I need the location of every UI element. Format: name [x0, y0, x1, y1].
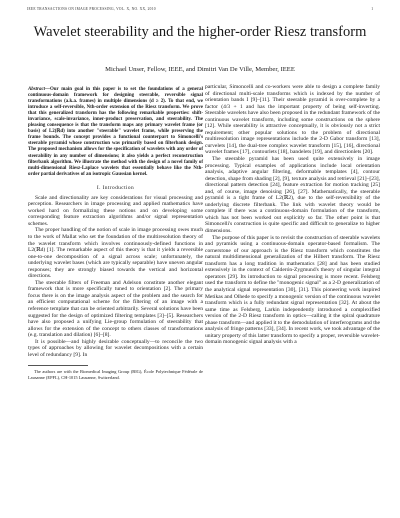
footnote-divider: [28, 365, 88, 366]
paper-title: Wavelet steerability and the higher-order Riesz transform: [33, 24, 367, 40]
abstract-text: —Our main goal in this paper is to set the foundations of a general continuous-domain framework for designing steerable, reversible signal transformations (a.k.a. frames) in multiple dimensions (d ≥ 2). To that end, we introduce a self-reversible, Nth-order extension of the Riesz transform. We prove that this generalized transform has the following remarkable properties: shift-invariance, scale-invariance, inner-product preservation, and steerability. The pleasing consequence is that the transform maps any primary wavelet frame (or basis) of L2(ℝd) into another "steerable" wavelet frame, while preserving the frame bounds. The concept provides a functional counterpart to Simoncelli's steerable pyramid whose construction was primarily based on filterbank design. The proposed mechanism allows for the specification of wavelets with any order of steerability in any number of dimensions; it also yields a perfect reconstruction filterbank algorithm. We illustrate the method with the design of a novel family of multi-dimensional Riesz-Laplace wavelets that essentially behave like the Nth-order partial derivatives of an isotropic Gaussian kernel.: [28, 87, 203, 177]
abstract-label: Abstract: [28, 87, 46, 92]
intro-paragraph-2: The proper handling of the notion of scale in image processing owes much to the work of Mallat who set the foundation of the multiresolution theory of the wavelet transform which involves continuously-defined functions in L2(ℝd) [1]. The remarkable aspect of this theory is that it yields a reversible one-to-one decomposition of a signal across scale; unfortunately, the underlying wavelet bases (which are typically separable) have uneven angular responses; they are strongly biased towards the vertical and horizontal directions.: [28, 227, 203, 280]
left-column: [28, 87, 203, 380]
page-number: 1: [371, 7, 373, 11]
right-column: [205, 84, 380, 346]
running-head: IEEE TRANSACTIONS ON IMAGE PROCESSING, VOL. X, NO. XX, 2010: [27, 7, 156, 11]
section-heading-introduction: I. Introduction: [96, 184, 135, 191]
right-paragraph-2: The steerable pyramid has been used quite extensively in image processing. Typical examples of applications include local orientation analysis, adaptive angular filtering, deformable templates [4], contour detection, shape from shading [2], [9], texture analysis and retrieval [21]–[23], directional pattern detection [24], feature extraction for motion tracking [25] and, of course, image denoising [26], [27]. Mathematically, the steerable pyramid is a tight frame of L2(ℝ2), due to the self-reversibility of the underlying discrete filterbank. The link with wavelet theory would be complete if there was a continuous-domain formulation of the transform, which has not been worked out explicitly so far. The other point is that Simoncelli's construction is quite specific and difficult to generalize to higher dimensions.: [205, 156, 380, 235]
intro-paragraph-3: The steerable filters of Freeman and Adelson constitute another elegant framework that is more specifically tuned to orientation [2]. The primary focus there is on the image analysis aspect of the problem and the search for an efficient computational scheme for the filtering of an image with a reference template that can be oriented arbitrarily. Several solutions have been suggested for the design of optimized filtering templates [3]–[5]. Researchers have also proposed a unifying Lie-group formulation of steerability that allows for the extension of the concept to others classes of transformations (e.g. translation and dilation) [6]–[8].: [28, 279, 203, 339]
intro-paragraph-4: It is possible—and highly desirable conceptually—to reconcile the two types of approaches by allowing for wavelet decompositions with a certain level of redundancy [9]. In: [28, 338, 203, 358]
paper-authors: Michael Unser, Fellow, IEEE, and Dimitri Van De Ville, Member, IEEE: [105, 66, 295, 73]
abstract: [28, 87, 203, 178]
intro-paragraph-1: Scale and directionality are key considerations for visual processing and perception. Researchers in image processing and applied mathematics have worked hard on formalizing these notions and on developing some corresponding feature extraction algorithms and/or signal representation schemes.: [28, 194, 203, 227]
right-paragraph-3: The purpose of this paper is to revisit the construction of steerable wavelets and pyramids using a continuous-domain operator-based formalism. The cornerstone of our approach is the Riesz transform which constitutes the natural multidimensional generalization of the Hilbert transform. The Riesz transform has a long tradition in mathematics [28] and has been studied extensively in the context of Calderón-Zygmund's theory of singular integral operators [29]. Its introduction to signal processing is more recent. Felsberg used the transform to define the "monogenic signal" as a 2-D generalization of the analytical signal representation [30], [31]. This pioneering work inspired Metikas and Olhede to specify a monogenic version of the continuous wavelet transform which is a fully redundant signal representation [32]. At about the same time as Felsberg, Larkin independently introduced a complexified version of the 2-D Riesz transform in optics—calling it the spiral quadrature phase transform—and applied it to the demodulation of interferograms and the analysis of fringe patterns [33], [34]. In recent work, we took advantage of the unitary property of this latter transform to specify a proper, reversible wavelet-domain monogenic signal analysis with a: [205, 234, 380, 346]
right-paragraph-1: particular, Simoncelli and co-workers were able to design a complete family of directional multi-scale transforms which is indexed by the number of orientation bands I [9]–[11]. Their steerable pyramid is over-complete by a factor (4/3 + 1 and has the important property of being self-inverting. Steerable wavelets have also been proposed in the redundant framework of the continuous wavelet transform, including some constructions on the sphere [12]. While steerability is attractive conceptually, it is obviously not a strict requirement; other popular solutions to the problem of directional multiresolution image representations include the 2-D Gabor transform [13], curvelets [14], the dual-tree complex wavelet transform [15], [16], directional wavelet frames [17], contourlets [18], bandelets [19], and directionlets [20].: [205, 84, 380, 156]
affiliation-footnote: The authors are with the Biomedical Imaging Group (BIG), École Polytechnique Fédérale de Lausanne (EPFL), CH-1015 Lausanne, Switzerland.: [28, 369, 203, 380]
